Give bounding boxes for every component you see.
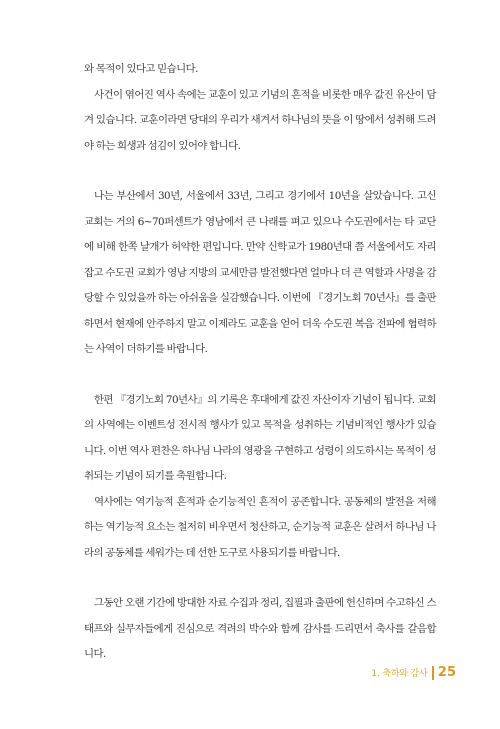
paragraph-spacer [84, 566, 436, 591]
paragraph-personal-history: 나는 부산에서 30년, 서울에서 33년, 그리고 경기에서 10년을 살았습니다. 고신 교회는 거의 6~70퍼센트가 영남에서 큰 나래를 펴고 있으나 수도권에서는 타 교단에 비해 한쪽 날개가 허약한 편입니다. 만약 신학교가 1980년대 쯤 서울에서도 자리 잡고 수도권 교회가 영남 지방의 교세만큼 발전했다면 얼마나 더 큰 역할과 사명을 감당할 수 있었을까 하는 아쉬움을 실감했습니다. 이번에 『경기노회 70년사』를 출판하면서 현재에 안주하지 말고 이제라도 교훈을 얻어 더욱 수도권 복음 전파에 협력하는 사역이 더하기를 바랍니다. [84, 190, 436, 355]
paragraph-continuation: 와 목적이 있다고 믿습니다. [84, 63, 198, 75]
paragraph-thanks: 그동안 오랜 기간에 방대한 자료 수집과 정리, 집필과 출판에 헌신하며 수고하신 스태프와 실무자들에게 진심으로 격려의 박수와 함께 감사를 드리면서 축사를 갈음합니다. [84, 597, 436, 660]
paragraph-record-legacy: 한편 『경기노회 70년사』의 기록은 후대에게 값진 자산이자 기념이 됩니다. 교회의 사역에는 이벤트성 전시적 행사가 있고 목적을 성취하는 기념비적인 행사가 있습니다. 이번 역사 편찬은 하나님 나라의 영광을 구현하고 성령이 의도하시는 목적이 성취되는 기념이 되기를 축원합니다. [84, 393, 436, 482]
page-number: 25 [437, 665, 456, 680]
paragraph-spacer [84, 159, 436, 184]
paragraph-history-lessons: 사건이 엮어진 역사 속에는 교훈이 있고 기념의 흔적을 비롯한 매우 값진 유산이 담겨 있습니다. 교훈이라면 당대의 우리가 새겨서 하나님의 뜻을 이 땅에서 성취해 드려야 하는 희생과 섬김이 있어야 합니다. [84, 88, 436, 152]
page-body [84, 57, 436, 668]
paragraph-spacer [84, 363, 436, 388]
footer-divider [432, 666, 434, 680]
section-label: 1. 축하와 감사 [371, 669, 428, 679]
paragraph-dual-traces: 역사에는 역기능적 흔적과 순기능적인 흔적이 공존합니다. 공동체의 발전을 저해하는 역기능적 요소는 철저히 비우면서 청산하고, 순기능적 교훈은 살려서 하나님 나라의 공동체를 세워가는 데 선한 도구로 사용되기를 바랍니다. [84, 495, 436, 559]
page-footer [371, 665, 456, 680]
